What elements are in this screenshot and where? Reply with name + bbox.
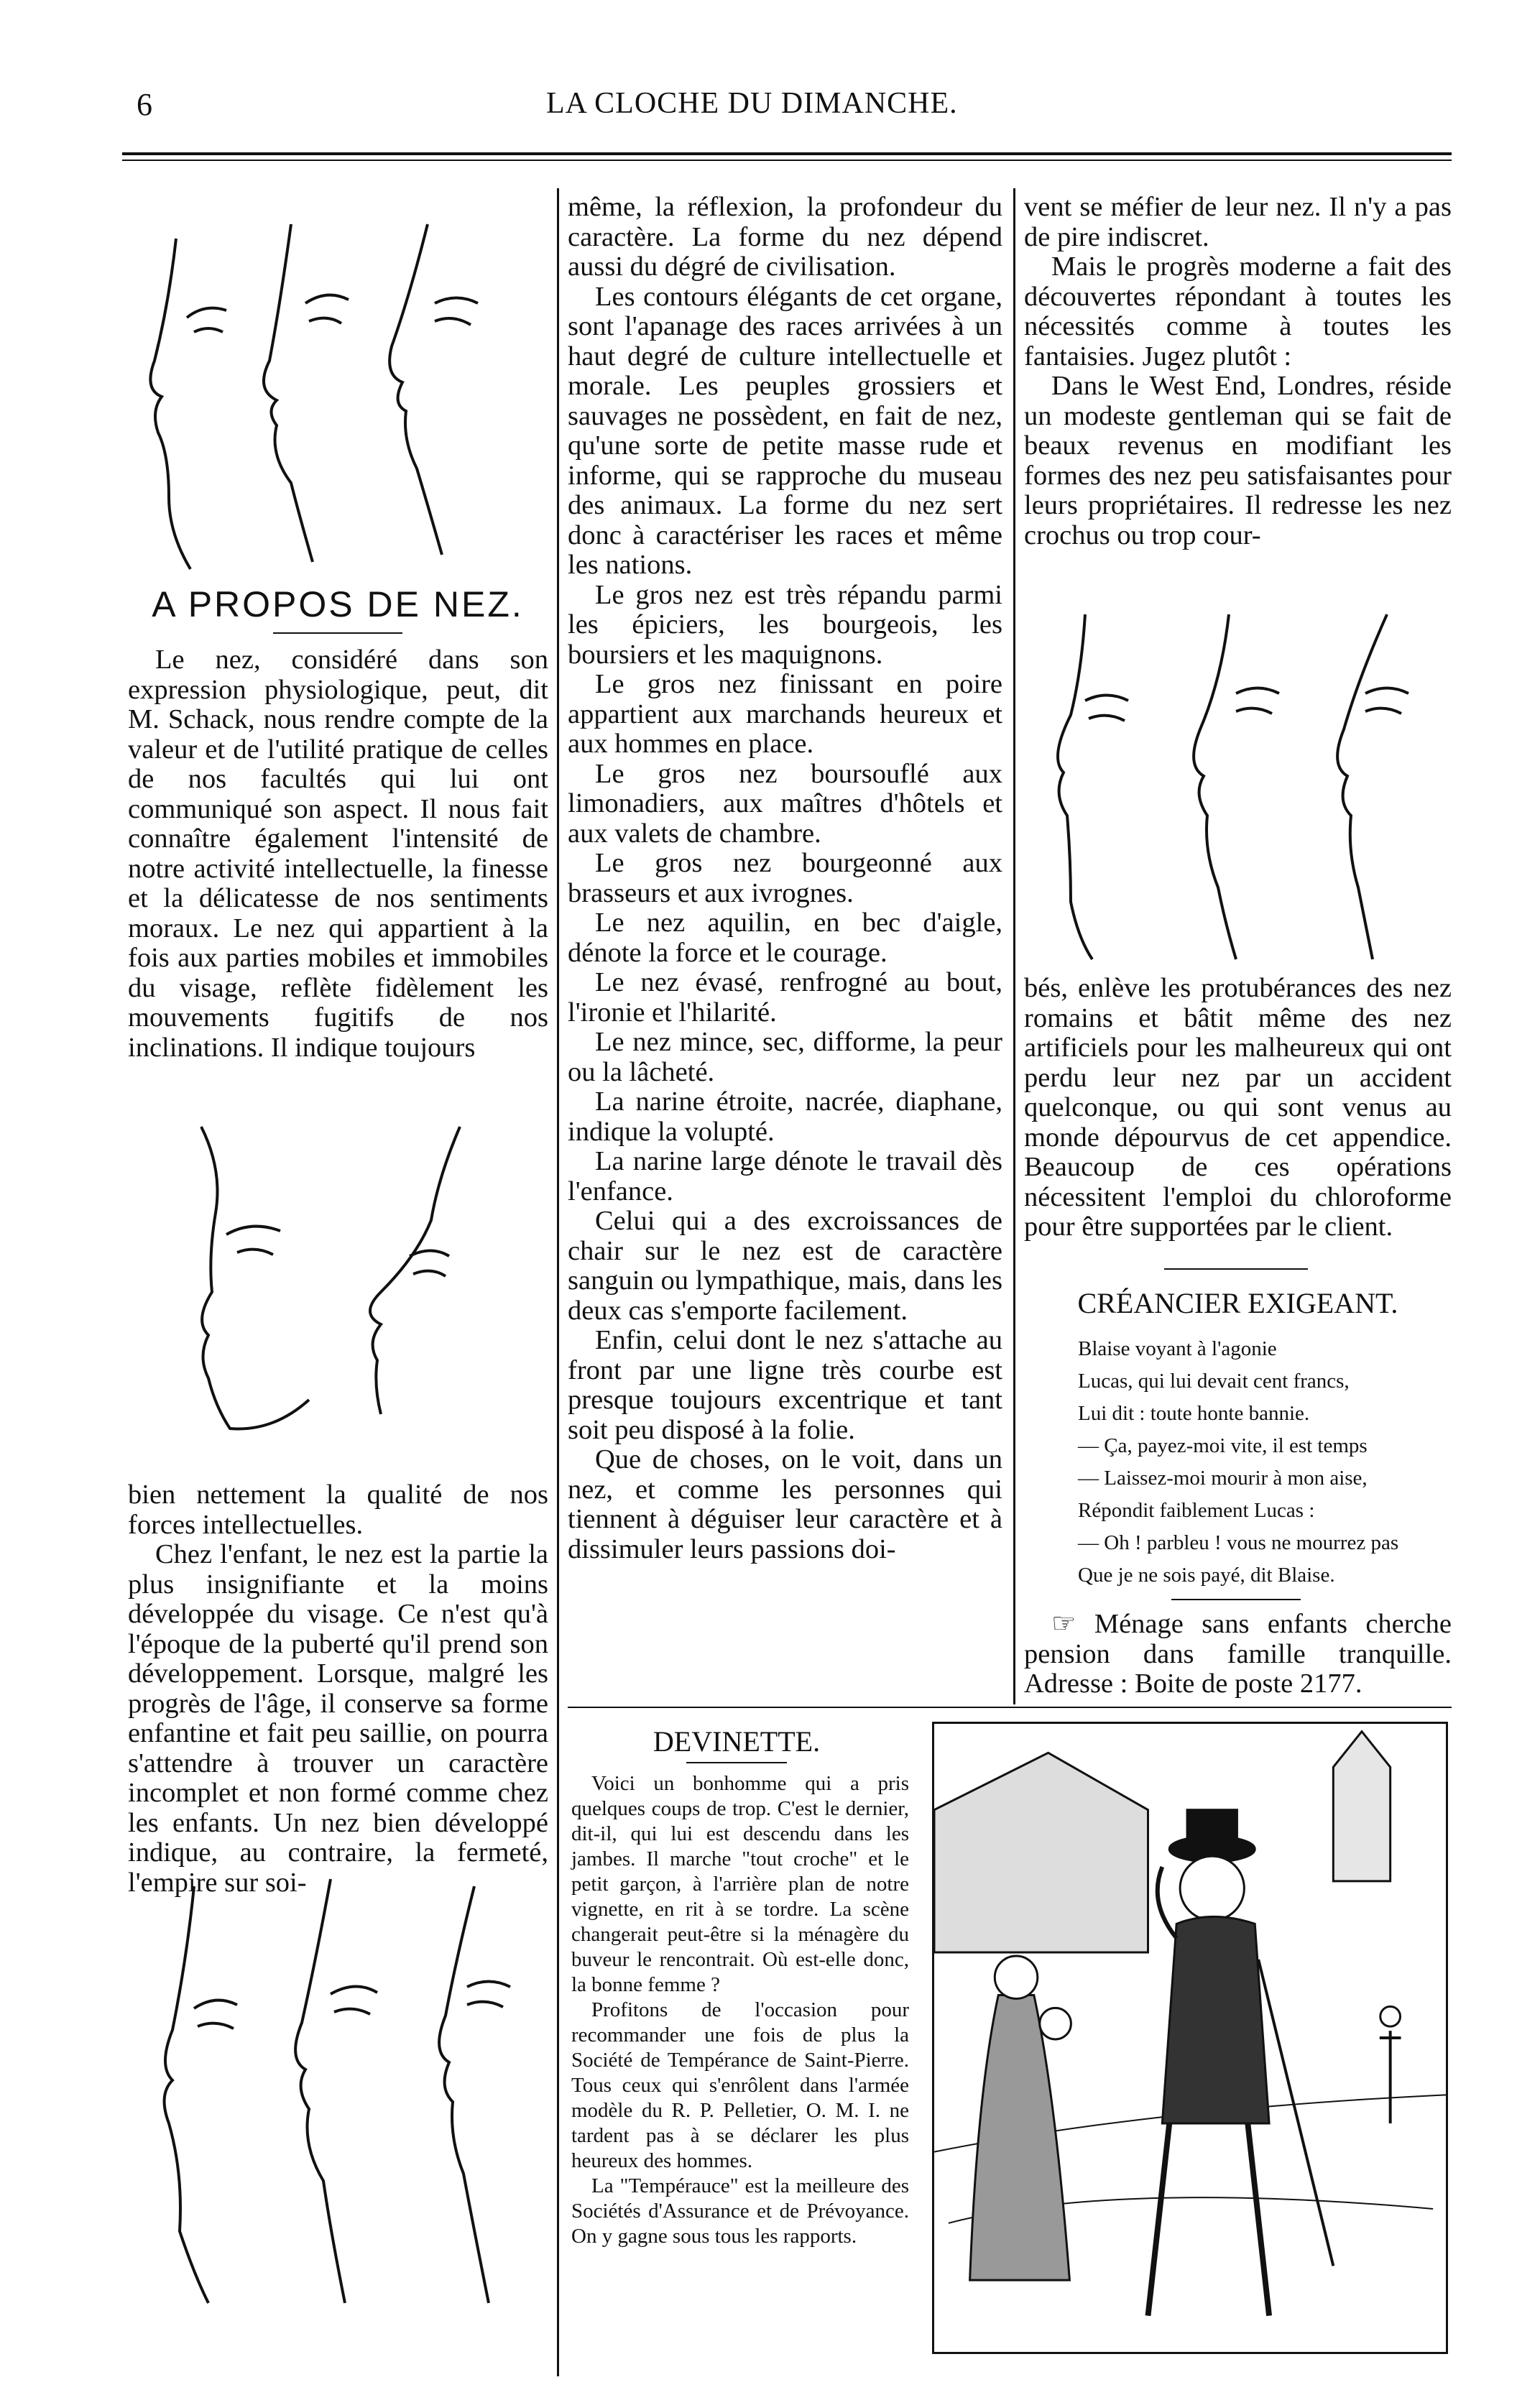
article-title: A PROPOS DE NEZ. [152,584,524,624]
article-column-3-bottom [1024,974,1452,1261]
article-paragraph: Le gros nez finissant en poire appartient aux marchands heureux et aux hommes en place. [568,669,1002,759]
article-paragraph: même, la réflexion, la profondeur du caractère. La forme du nez dépend aussi du dégré de civilisation. [568,192,1002,282]
article-paragraph: Chez l'enfant, le nez est la partie la plus insignifiante et la moins développée du visage. Ce n'est qu'à l'époque de la puberté qu'il prend son développement. Lorsque, malgré les progrès de l'âge, il conserve sa forme enfantine et fait peu saillie, on pourra s'attendre à trouver un caractère incomplet et non formé comme chez les enfants. Un nez bien développé indique, au contraire, la fermeté, l'empire sur soi- [128,1539,548,1898]
poem-line: — Oh ! parbleu ! vous ne mourrez pas [1078,1531,1399,1554]
article-column-1-bottom [128,1480,548,1898]
devinette-paragraph: Profitons de l'occasion pour recommander une fois de plus la Société de Tempérance de Saint-Pierre. Tous ceux qui s'enrôlent dans l'armée modèle du R. P. Pelletier, O. M. I. ne tardent pas à se déclarer les plus heureux des hommes. [571,1998,909,2172]
article-paragraph: Mais le progrès moderne a fait des découvertes répondant à toutes les nécessités comme à toutes les fantaisies. Jugez plutôt : [1024,252,1452,372]
ad-text: Ménage sans enfants cherche pension dans famille tranquille. Adresse : Boite de poste 2177. [1024,1609,1452,1699]
poem-line: Blaise voyant à l'agonie [1078,1337,1277,1360]
article-paragraph-continued: bien nettement la qualité de nos forces intellectuelles. [128,1480,548,1540]
section-divider [1164,1268,1308,1270]
article-paragraph: Le gros nez bourgeonné aux brasseurs et aux ivrognes. [568,848,1002,908]
poem-line: Répondit faiblement Lucas : [1078,1499,1315,1522]
section-rule [568,1707,1452,1708]
pointing-hand-icon: ☞ [1051,1609,1094,1639]
profiles-illustration-middle [172,1112,510,1436]
classified-ad [1024,1610,1452,1699]
poem-line: — Ça, payez-moi vite, il est temps [1078,1434,1368,1457]
devinette-paragraph: La "Tempérauce" est la meilleure des Sociétés d'Assurance et de Prévoyance. On y gagne sous tous les rapports. [571,2174,909,2248]
article-paragraph: Le nez aquilin, en bec d'aigle, dénote la force et le courage. [568,908,1002,968]
article-paragraph: Les contours élégants de cet organe, sont l'apanage des races arrivées à un haut degré de culture intellectuelle et morale. Les peuples grossiers et sauvages ne possèdent, en fait de nez, qu'une sorte de petite masse rude et informe, qui se rapproche du museau des animaux. La forme du nez sert donc à caractériser les races et même les nations. [568,281,1002,580]
article-paragraph: bés, enlève les protubérances des nez romains et bâtit même des nez artificiels pour les malheureux qui ont perdu leur nez par un accident quelconque, ou qui sont venus au monde dépourvus de cet appendice. Beaucoup de ces opérations nécessitent l'emploi du chloroforme pour être supportées par le client. [1024,973,1452,1242]
article-paragraph: Que de choses, on le voit, dans un nez, et comme les personnes qui tiennent à déguiser leur caractère et à dissimuler leurs passions doi- [568,1444,1002,1564]
section-divider [1171,1599,1301,1600]
poem-body [1078,1333,1437,1592]
article-paragraph: La narine large dénote le travail dès l'enfance. [568,1146,1002,1206]
devinette-paragraph: Voici un bonhomme qui a pris quelques coups de trop. C'est le dernier, dit-il, qui lui est descendu dans les jambes. Il marche "tout croche" et le petit garçon, à l'arrière plan de notre vignette, en rit à se tordre. La scène changerait peut-être si la ménagère du buveur le rencontrait. Où est-elle donc, la bonne femme ? [571,1772,909,1996]
newspaper-title: LA CLOCHE DU DIMANCHE. [546,87,958,120]
poem-line: — Laissez-moi mourir à mon aise, [1078,1467,1368,1490]
article-paragraph: Le nez évasé, renfrogné au bout, l'ironie et l'hilarité. [568,967,1002,1028]
page-number: 6 [137,87,152,122]
article-column-3-top [1024,193,1452,581]
title-underline [273,632,402,634]
profiles-illustration-top [126,195,535,576]
profiles-illustration-right [1028,600,1444,966]
article-paragraph: Celui qui a des excroissances de chair sur le nez est de caractère sanguin ou lympathique, mais, dans les deux cas s'emporte facilement. [568,1206,1002,1326]
article-column-2 [568,193,1002,1867]
poem-title: CRÉANCIER EXIGEANT. [1077,1287,1398,1319]
article-paragraph: La narine étroite, nacrée, diaphane, indique la volupté. [568,1086,1002,1147]
poem-line: Que je ne sois payé, dit Blaise. [1078,1564,1335,1587]
article-paragraph: Le gros nez boursouflé aux limonadiers, aux maîtres d'hôtels et aux valets de chambre. [568,758,1002,849]
header-rule-double [122,160,1452,161]
poem-line: Lui dit : toute honte bannie. [1078,1402,1310,1425]
article-paragraph: Le nez mince, sec, difforme, la peur ou la lâcheté. [568,1027,1002,1087]
poem-line: Lucas, qui lui devait cent francs, [1078,1370,1350,1393]
article-column-1-top [128,645,548,1109]
article-paragraph: Dans le West End, Londres, réside un modeste gentleman qui se fait de beaux revenus en modifiant les formes des nez peu satisfaisantes pour leurs propriétaires. Il redresse les nez crochus ou trop cour- [1024,371,1452,550]
column-divider-lower [557,1873,559,2376]
article-paragraph: Le nez, considéré dans son expression physiologique, peut, dit M. Schack, nous rendre compte de la valeur et de l'utilité pratique de celles de nos facultés qui lui ont communiqué son aspect. Il nous fait connaître également l'intensité de notre activité intellectuelle, la finesse et la délicatesse de nos sentiments moraux. Le nez qui appartient à la fois aux parties mobiles et immobiles du visage, reflète fidèlement les mouvements fugitifs de nos inclinations. Il indique toujours [128,645,548,1063]
column-divider-2 [1013,188,1015,1704]
devinette-text [571,1771,909,2249]
title-underline [686,1762,787,1763]
article-paragraph: Enfin, celui dont le nez s'attache au front par une ligne très courbe est presque toujours excentrique et tant soit peu disposé à la folie. [568,1325,1002,1445]
article-paragraph: vent se méfier de leur nez. Il n'y a pas de pire indiscret. [1024,192,1452,252]
article-paragraph: Le gros nez est très répandu parmi les épiciers, les bourgeois, les boursiers et les maquignons. [568,579,1002,670]
column-divider-1 [557,188,559,1873]
devinette-title: DEVINETTE. [653,1725,821,1758]
drunkard-vignette [932,1722,1448,2354]
profiles-illustration-bottom [129,1872,546,2310]
header-rule [122,152,1452,155]
